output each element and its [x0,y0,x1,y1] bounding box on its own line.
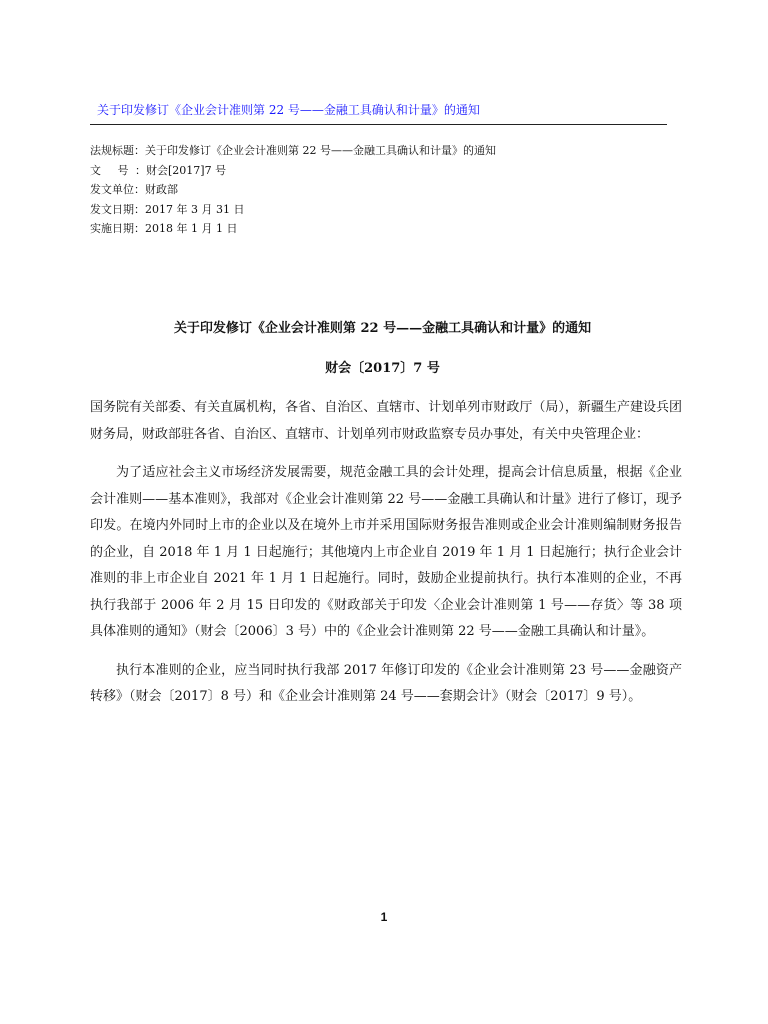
meta-row-issuer [90,180,496,200]
meta-label: 发文日期： [90,202,145,216]
meta-row-effective-date [90,219,496,239]
document-body [90,395,682,723]
meta-label: 文 号： [90,163,146,177]
meta-label: 实施日期： [90,222,145,235]
meta-value: 财政部 [145,183,178,196]
meta-row-number [90,161,496,181]
recipients-paragraph: 国务院有关部委、有关直属机构，各省、自治区、直辖市、计划单列市财政厅（局），新疆生产建设兵团财务局，财政部驻各省、自治区、直辖市、计划单列市财政监察专员办事处，有关中央管理企业： [90,400,682,442]
header-divider [90,124,667,125]
document-title: 关于印发修订《企业会计准则第 22 号——金融工具确认和计量》的通知 [173,321,592,336]
meta-label: 法规标题： [90,144,145,157]
body-paragraph-2: 执行本准则的企业，应当同时执行我部 2017 年修订印发的《企业会计准则第 23 号——金融资产转移》（财会〔2017〕8 号）和《企业会计准则第 24 号——套期会计》（财会〔2017〕9 号）。 [90,662,682,704]
meta-value: 2018 年 1 月 1 日 [145,222,238,235]
header-link[interactable]: 关于印发修订《企业会计准则第 22 号——金融工具确认和计量》的通知 [97,103,480,117]
meta-value: 关于印发修订《企业会计准则第 22 号——金融工具确认和计量》的通知 [145,144,496,157]
meta-label: 发文单位： [90,183,145,196]
page-number: 1 [380,910,388,924]
meta-value: 财会[2017]7 号 [146,163,227,177]
body-paragraph-1: 为了适应社会主义市场经济发展需要，规范金融工具的会计处理，提高会计信息质量，根据《企业会计准则——基本准则》，我部对《企业会计准则第 22 号——金融工具确认和计量》进行了修订，现予印发。在境内外同时上市的企业以及在境外上市并采用国际财务报告准则或企业会计准则编制财务报告的企业，自 2018 年 1 月 1 日起施行；其他境内上市企业自 2019 年 1 月 1 日起施行；执行企业会计准则的非上市企业自 2021 年 1 月 1 日起施行。同时，鼓励企业提前执行。执行本准则的企业，不再执行我部于 2006 年 2 月 15 日印发的《财政部关于印发〈企业会计准则第 1 号——存货〉等 38 项具体准则的通知》（财会〔2006〕3 号）中的《企业会计准则第 22 号——金融工具确认和计量》。 [90,465,682,639]
metadata-block [90,141,496,239]
document-number: 财会〔2017〕7 号 [325,361,440,376]
meta-value: 2017 年 3 月 31 日 [145,202,245,216]
meta-row-title [90,141,496,161]
meta-row-issue-date [90,200,496,220]
